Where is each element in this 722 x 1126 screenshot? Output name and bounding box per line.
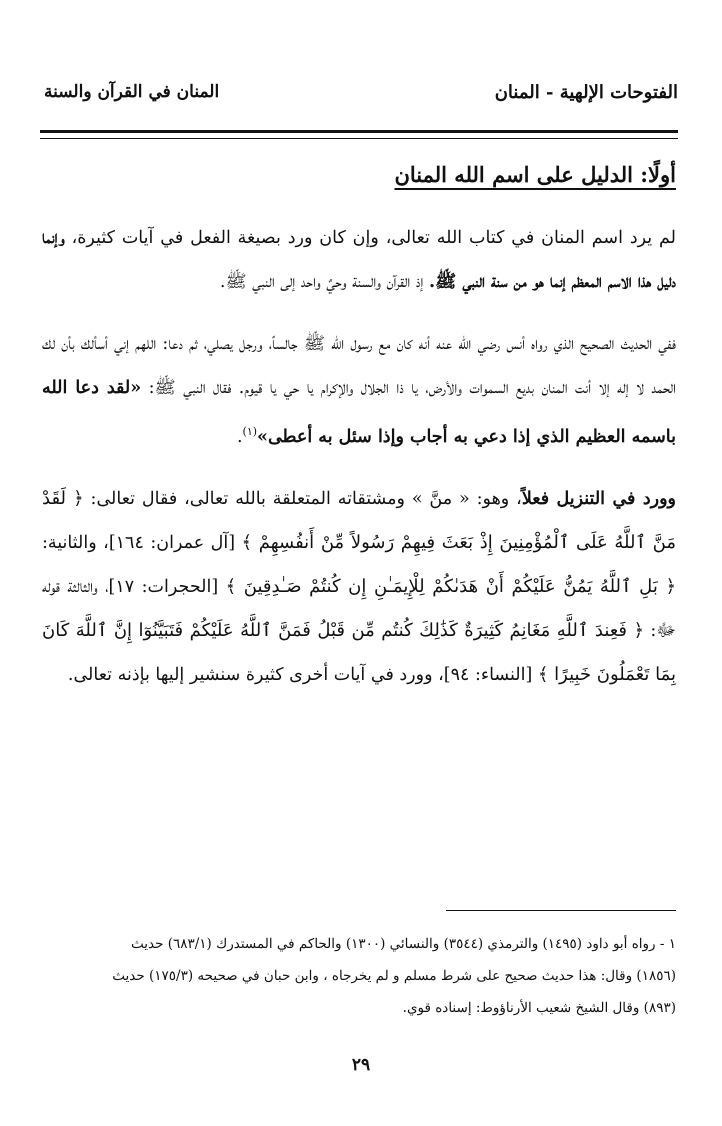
footnote-1-line-3: (٨٩٣) وقال الشيخ شعيب الأرناؤوط: إسناده قوي.	[402, 1000, 676, 1016]
paragraph-3	[42, 477, 676, 697]
footnote-1-line-1: ١ - رواه أبو داود (١٤٩٥) والترمذي (٣٥٤٤) والنسائي (١٣٠٠) والحاكم في المستدرك (٦٨٣/١) حديث	[130, 936, 676, 952]
footnotes	[42, 928, 676, 1024]
p3-text-c: [آل عمران: ١٦٤]، والثانية:	[42, 532, 242, 553]
p3-text-d: [الحجرات: ١٧]، والثالثة قوله ﷻ:	[42, 576, 676, 641]
quran-verse-1: ﴿ لَقَدْ مَنَّ ٱللَّهُ عَلَى ٱلْمُؤْمِنِينَ إِذْ بَعَثَ فِيهِمْ رَسُولاً مِّنْ أَنفُسِهِمْ ﴾	[42, 487, 676, 553]
p1-text-a: لم يرد اسم المنان في كتاب الله تعالى، وإن كان ورد بصيغة الفعل في آيات كثيرة،	[64, 228, 676, 248]
p2-hadith-quote: «لقد دعا الله باسمه العظيم الذي إذا دعي به أجاب وإذا سئل به أعطى»	[42, 378, 676, 447]
quran-verse-2: ﴿ بَلِ ٱللَّهُ يَمُنُّ عَلَيْكُمْ أَنْ هَدَىٰكُمْ لِلْإِيمَـٰنِ إِن كُنتُمْ صَـٰدِقِينَ ﴾	[225, 575, 676, 597]
p1-text-bold: وإنما دليل هذا الاسم المعظم إنما هو من سنة النبي ﷺ.	[42, 228, 676, 292]
p3-text-bold: وورد في التنزيل فعلاً	[521, 488, 676, 509]
p3-text-e: [النساء: ٩٤]، وورد في آيات أخرى كثيرة سنشير إليها بإذنه تعالى.	[67, 664, 538, 685]
header-rule-thick	[40, 130, 678, 133]
p1-text-c: إذ القرآن والسنة وحيٌ واحد إلى النبي ﷺ.	[219, 272, 429, 292]
footnote-separator	[446, 910, 676, 911]
footnote-1-line-2: (١٨٥٦) وقال: هذا حديث صحيح على شرط مسلم و لم يخرجاه ، وابن حبان في صحيحه (١٧٥/٣) حديث	[112, 968, 676, 984]
paragraph-2: ففي الحديث الصحيح الذي رواه أنس رضي الله عنه أنه كان مع رسول الله ﷺ جالساً، ورجل يصلي، ثم دعا: اللهم إني أسألك بأن لك الحمد لا إله إلا أنت المنان بديع السموات والأرض، يا ذا الجلال والإكرام يا حي يا قيوم. فقال النبي ﷺ: «لقد دعا الله باسمه العظيم الذي إذا دعي به أجاب وإذا سئل به أعطى»$^{(١)}$.	[42, 334, 676, 447]
page-number: ٢٩	[351, 1055, 371, 1075]
p3-text-b: ، وهو: « منَّ » ومشتقاته المتعلقة بالله تعالى، فقال تعالى:	[83, 488, 522, 509]
book-title: الفتوحات الإلهية - المنان	[494, 82, 678, 103]
paragraph-1	[42, 216, 676, 304]
header-rule-thin	[40, 138, 678, 139]
section-heading: أولًا: الدليل على اسم الله المنان	[394, 162, 676, 187]
chapter-title: المنان في القرآن والسنة	[44, 82, 220, 102]
footnote-ref-1[interactable]: (١)	[242, 425, 258, 438]
running-header	[40, 82, 678, 116]
p2-text-a: ففي الحديث الصحيح الذي رواه أنس رضي الله عنه أنه كان مع رسول الله ﷺ جالساً، ورجل يصلي، ثم دعا: اللهم إني أسألك بأن لك الحمد لا إله إلا أنت المنان بديع السموات والأرض، يا ذا الجلال والإكرام يا حي يا قيوم. فقال النبي ﷺ:	[42, 334, 676, 398]
quran-verse-3: ﴿ فَعِندَ ٱللَّهِ مَغَانِمُ كَثِيرَةٌ كَذَٰلِكَ كُنتُم مِّن قَبْلُ فَمَنَّ ٱللَّهُ عَلَيْكُمْ فَتَبَيَّنُوٓا إِنَّ ٱللَّهَ كَانَ بِمَا تَعْمَلُونَ خَبِيرًا ﴾	[42, 619, 676, 685]
body-text	[42, 216, 676, 697]
